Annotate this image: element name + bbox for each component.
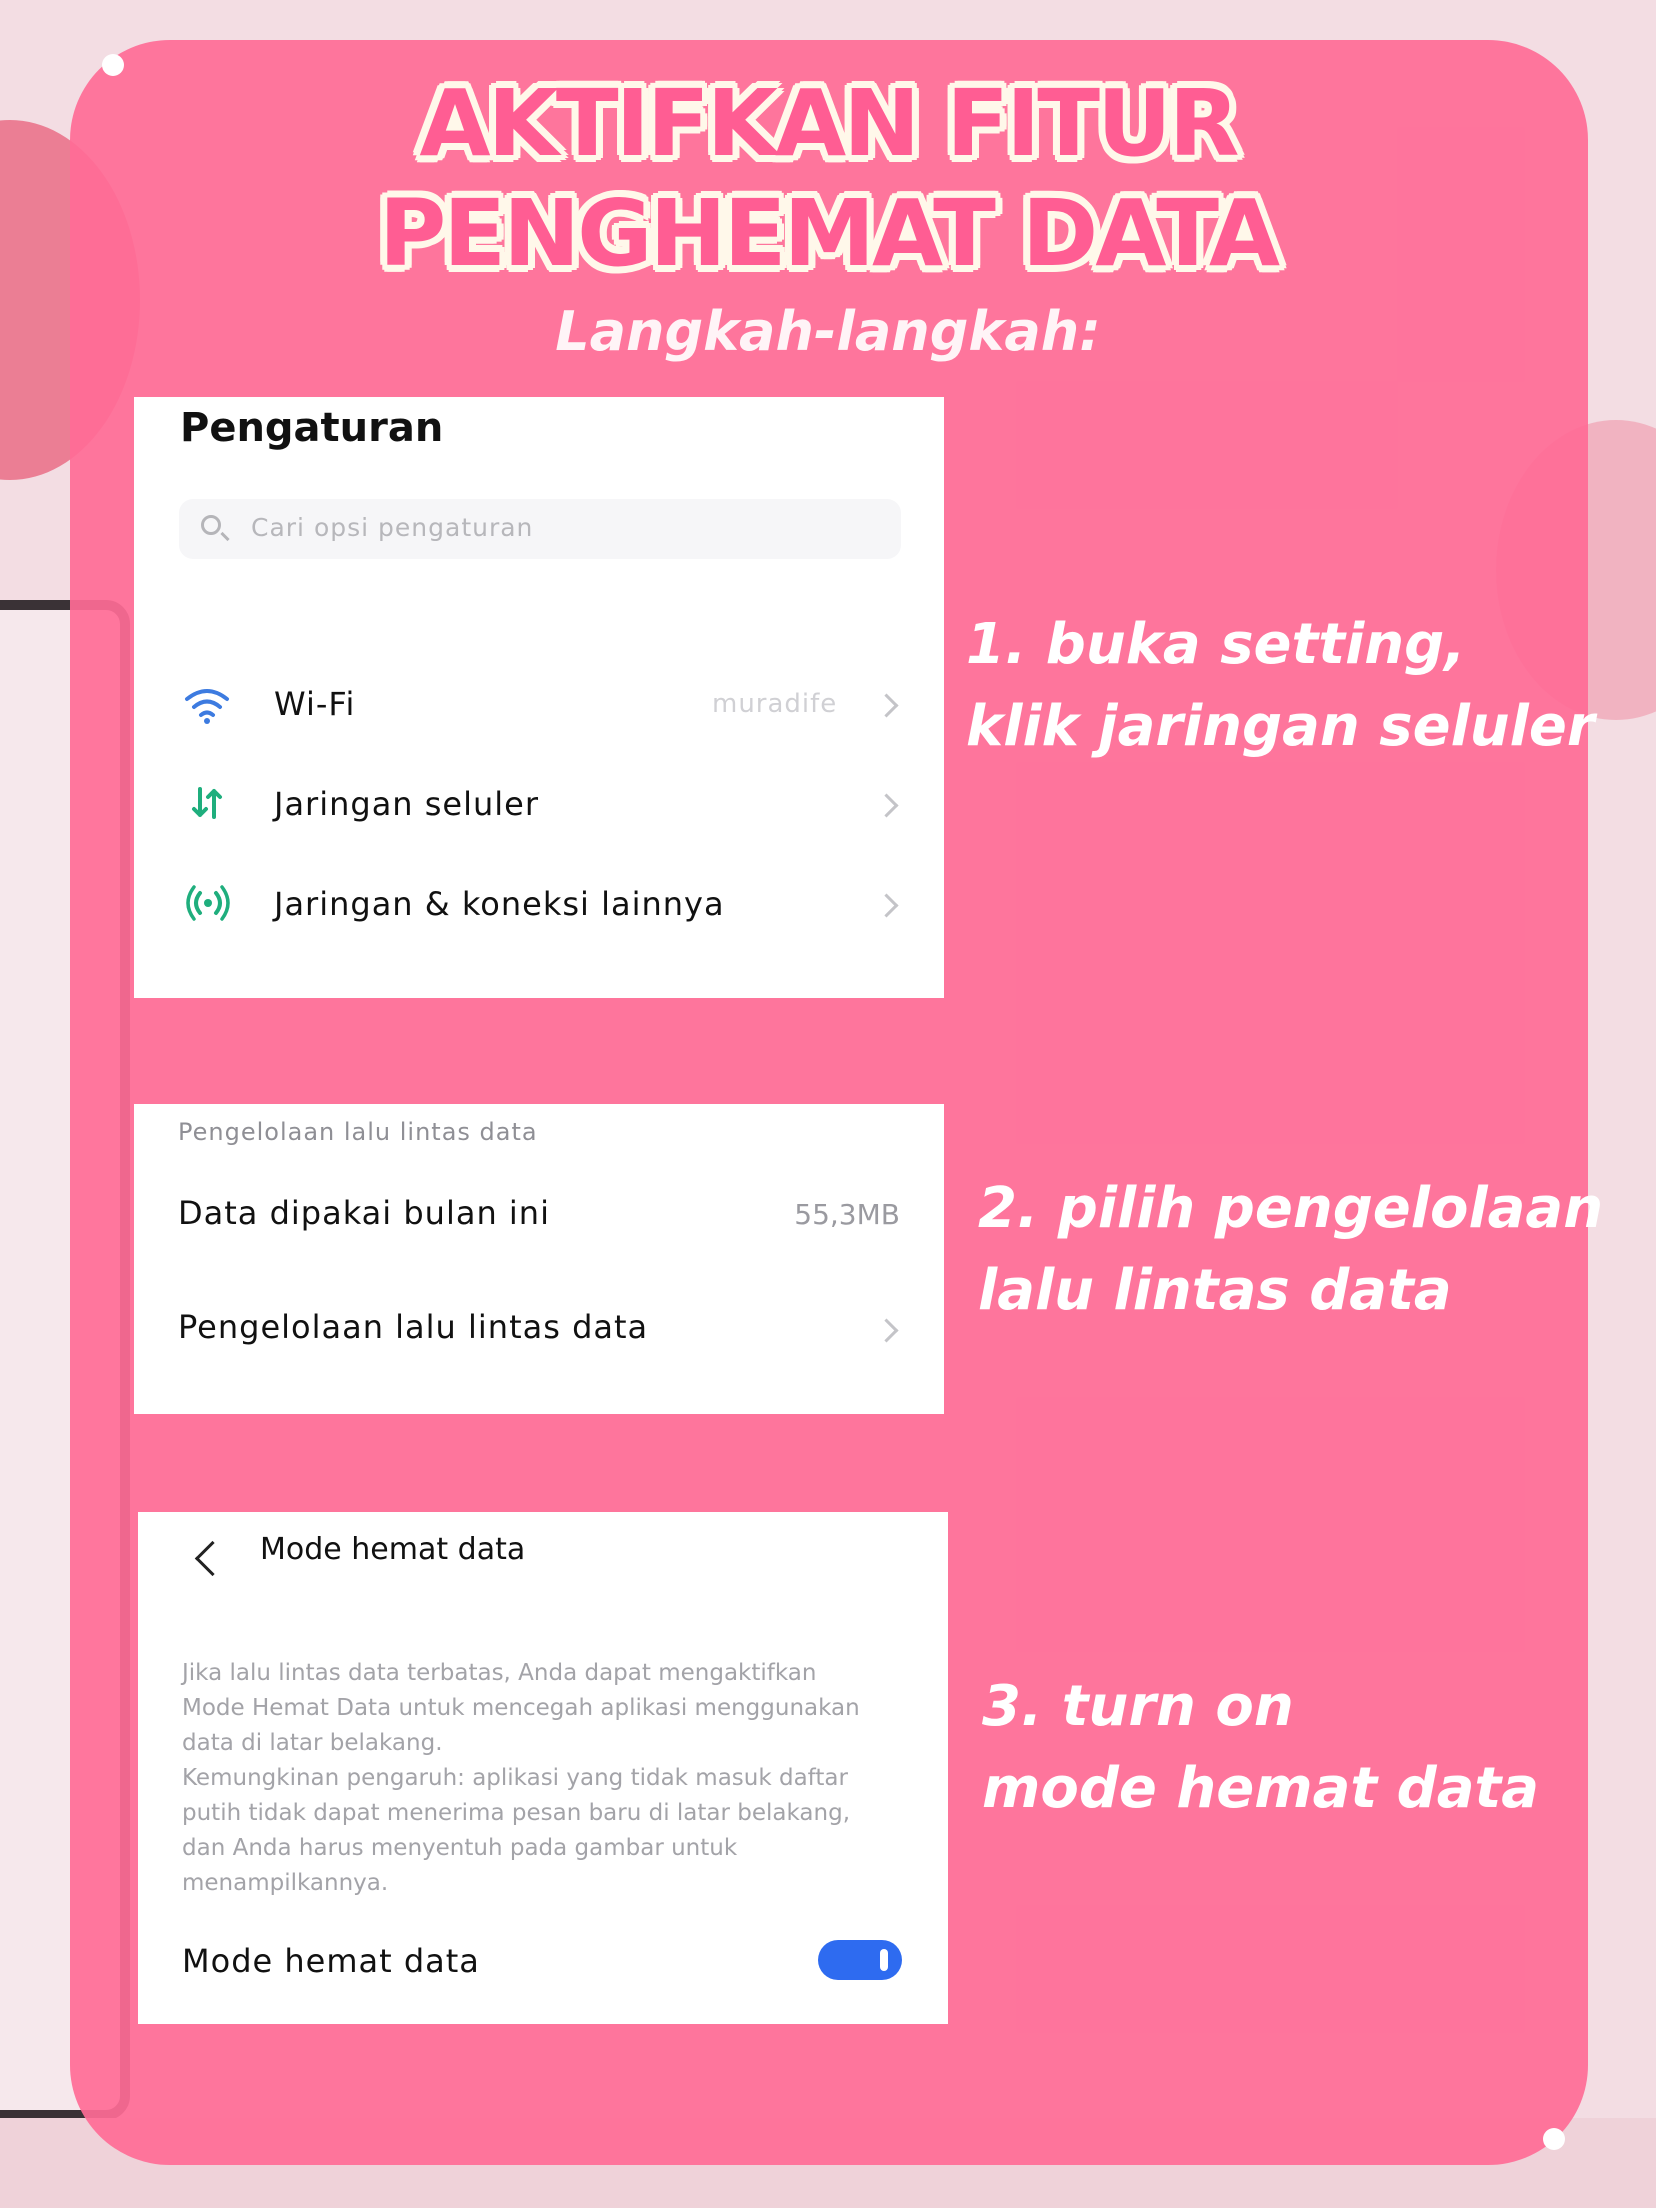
- corner-dot: [102, 54, 124, 76]
- step-3-instruction: [982, 1666, 1539, 1830]
- description-line: Kemungkinan pengaruh: aplikasi yang tidak masuk daftar: [182, 1765, 848, 1791]
- mobile-data-icon: [190, 785, 224, 821]
- settings-item-label: Wi-Fi: [274, 685, 356, 723]
- settings-title: Pengaturan: [180, 405, 444, 451]
- chevron-right-icon: [874, 793, 898, 817]
- description-line: Mode Hemat Data untuk mencegah aplikasi menggunakan: [182, 1695, 860, 1721]
- back-arrow-icon: [195, 1541, 230, 1576]
- settings-item-label: Jaringan & koneksi lainnya: [274, 885, 725, 923]
- step-2-line-2: lalu lintas data: [978, 1258, 1452, 1323]
- wifi-icon: [184, 687, 230, 725]
- chevron-right-icon: [874, 893, 898, 917]
- description-line: menampilkannya.: [182, 1870, 389, 1896]
- description-line: data di latar belakang.: [182, 1730, 443, 1756]
- data-traffic-screenshot: [134, 1104, 944, 1414]
- chevron-right-icon: [874, 1318, 898, 1342]
- section-header: Pengelolaan lalu lintas data: [178, 1118, 538, 1146]
- wifi-network-name: muradife: [712, 689, 838, 719]
- title-line-2: PENGHEMAT DATA: [378, 180, 1278, 287]
- data-usage-label: Data dipakai bulan ini: [178, 1194, 550, 1232]
- subtitle: Langkah-langkah:: [555, 300, 1101, 363]
- description-line: dan Anda harus menyentuh pada gambar untuk: [182, 1835, 738, 1861]
- back-button[interactable]: [188, 1532, 228, 1582]
- description-line: putih tidak dapat menerima pesan baru di latar belakang,: [182, 1800, 851, 1826]
- data-saver-screenshot: [138, 1512, 948, 2024]
- search-placeholder: Cari opsi pengaturan: [251, 513, 534, 542]
- description-line: Jika lalu lintas data terbatas, Anda dapat mengaktifkan: [182, 1660, 817, 1686]
- corner-dot: [1543, 2128, 1565, 2150]
- settings-screenshot: [134, 397, 944, 998]
- data-saver-description: [182, 1656, 860, 1901]
- toggle-knob: [880, 1949, 888, 1971]
- title-line-1: AKTIFKAN FITUR: [419, 70, 1237, 177]
- chevron-right-icon: [874, 693, 898, 717]
- traffic-management-label: Pengelolaan lalu lintas data: [178, 1308, 649, 1346]
- settings-item-label: Jaringan seluler: [274, 785, 540, 823]
- step-1-instruction: [966, 604, 1594, 768]
- screen-title: Mode hemat data: [260, 1532, 526, 1567]
- data-saver-toggle-label: Mode hemat data: [182, 1942, 480, 1980]
- step-1-line-2: klik jaringan seluler: [966, 694, 1595, 759]
- step-2-line-1: 2. pilih pengelolaan: [978, 1176, 1604, 1241]
- connection-icon: [186, 883, 230, 923]
- search-input[interactable]: [179, 499, 901, 559]
- data-saver-toggle[interactable]: [818, 1940, 902, 1980]
- step-3-line-1: 3. turn on: [982, 1674, 1294, 1739]
- search-icon: [201, 515, 221, 535]
- step-2-instruction: [978, 1168, 1603, 1332]
- data-usage-value: 55,3MB: [794, 1198, 900, 1231]
- step-3-line-2: mode hemat data: [982, 1756, 1540, 1821]
- step-1-line-1: 1. buka setting,: [966, 612, 1466, 677]
